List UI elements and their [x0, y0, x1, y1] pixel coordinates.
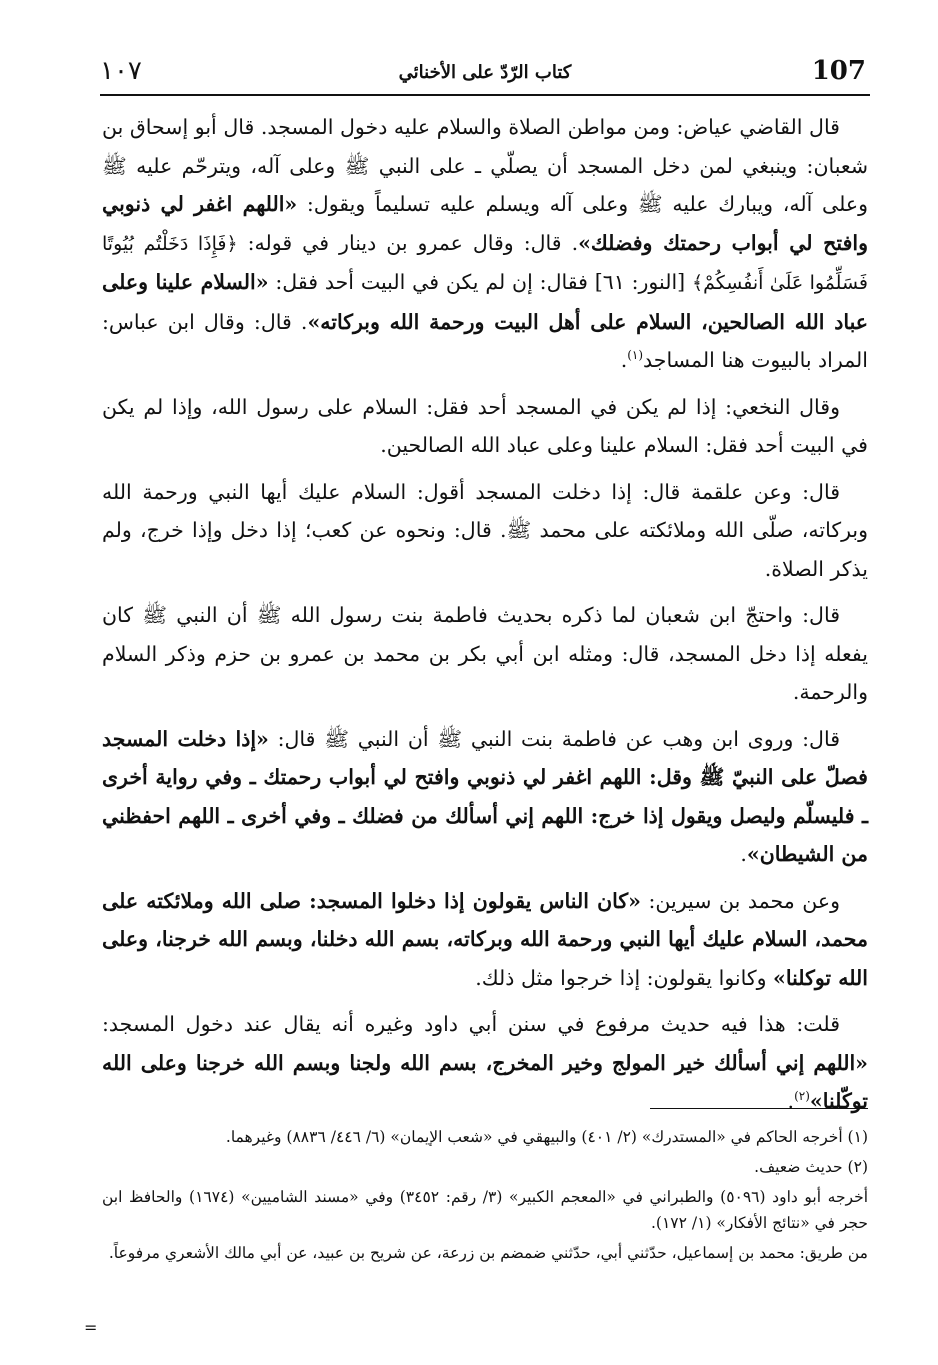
text: قلت: هذا فيه حديث مرفوع في سنن أبي داود وغيره أنه يقال عند دخول المسجد: — [102, 1012, 840, 1036]
text: . — [787, 1089, 795, 1113]
main-text — [102, 108, 868, 1121]
bold-quote: «اللهم إني أسألك خير المولج وخير المخرج، بسم الله ولجنا وبسم الله خرجنا وعلى الله توكّلنا» — [102, 1050, 868, 1113]
continuation-mark: = — [84, 1318, 98, 1337]
text: قال القاضي عياض: ومن مواطن الصلاة والسلام عليه دخول المسجد. قال أبو إسحاق بن شعبان: وينبغي لمن دخل المسجد أن يصلّي ـ على النبي ﷺ وعلى آله، ويترحّم عليه ﷺ وعلى آله، ويبارك عليه ﷺ وعلى آله ويسلم عليه تسليماً ويقول: — [102, 115, 868, 216]
text: . — [620, 348, 628, 372]
footnotes — [102, 1124, 868, 1270]
footnote-2: (٢) حديث ضعيف. — [754, 1158, 868, 1176]
paragraph-4: قال: واحتجّ ابن شعبان لما ذكره بحديث فاطمة بنت رسول الله ﷺ أن النبي ﷺ كان يفعله إذا دخل المسجد، قال: ومثله ابن أبي بكر بن محمد بن عمرو بن حزم وذكر السلام والرحمة. — [102, 603, 868, 704]
bold-quote: «كان الناس يقولون إذا دخلوا المسجد: صلى الله وملائكته على محمد، السلام عليك أيها النبي ورحمة الله وبركاته، بسم الله دخلنا، وبسم الله خرجنا، وعلى الله توكلنا» — [102, 888, 868, 990]
paragraph-2: وقال النخعي: إذا لم يكن في المسجد أحد فقل: السلام على رسول الله، وإذا لم يكن في البيت أحد فقل: السلام علينا وعلى عباد الله الصالحين. — [102, 394, 868, 457]
text: وكانوا يقولون: إذا خرجوا مثل ذلك. — [475, 965, 774, 990]
text: . — [740, 842, 747, 866]
footnote-ref-1[interactable]: (١) — [627, 348, 644, 363]
quran-verse: ﴿فَإِذَا دَخَلْتُم بُيُوتًا فَسَلِّمُوا عَلَىٰ أَنفُسِكُمْ﴾ — [102, 232, 868, 294]
paragraph-6 — [102, 882, 868, 998]
bold-quote: «إذا دخلت المسجد فصلّ على النبيّ ﷺ وقل: اللهم اغفر لي ذنوبي وافتح لي أبواب رحمتك ـ وفي رواية أخرى ـ فليسلّم وليصل ويقول إذا خرج: اللهم إني أسألك من فضلك ـ وفي أخرى ـ اللهم احفظني من الشيطان» — [102, 726, 868, 866]
text: . قال: وقال عمرو بن دينار في قوله: — [237, 230, 579, 255]
text: وعن محمد بن سيرين: — [640, 888, 840, 913]
footnote-2-chain: من طريق: محمد بن إسماعيل، حدّثني أبي، حدّثني ضمضم بن زرعة، عن شريح بن عبيد، عن أبي مالك الأشعري مرفوعاً. — [108, 1244, 868, 1262]
footnote-1: (١) أخرجه الحاكم في «المستدرك» (٢/ ٤٠١) والبيهقي في «شعب الإيمان» (٦/ ٤٤٦/ ٨٨٣٦) وغيرهما. — [225, 1128, 868, 1146]
text: . قال: وقال ابن عباس: المراد بالبيوت هنا المساجد — [102, 309, 868, 372]
bold-quote: «اللهم اغفر لي ذنوبي وافتح لي أبواب رحمتك وفضلك» — [102, 192, 868, 255]
page-header — [100, 52, 870, 96]
page-number-arabic: ١٠٧ — [100, 56, 142, 86]
text: [النور: ٦١] فقال: إن لم يكن في البيت أحد فقل: — [268, 270, 692, 294]
paragraph-1 — [102, 108, 868, 380]
bold-quote: «السلام علينا وعلى عباد الله الصالحين، السلام على أهل البيت ورحمة الله وبركاته» — [102, 270, 868, 334]
page-number-latin: 107 — [811, 56, 866, 86]
footnote-ref-2[interactable]: (٢) — [794, 1089, 810, 1104]
footnote-2-sources: أخرجه أبو داود (٥٠٩٦) والطبراني في «المعجم الكبير» (٣/ رقم: ٣٤٥٢) وفي «مسند الشاميين» (١٦٧٤) والحافظ ابن حجر في «نتائج الأفكار» (١/ ١٧٢). — [102, 1188, 868, 1232]
footnote-separator — [650, 1108, 868, 1109]
text: قال: وروى ابن وهب عن فاطمة بنت النبي ﷺ أن النبي ﷺ قال: — [268, 726, 840, 751]
running-title: كتاب الرّدّ على الأخنائي — [398, 62, 572, 83]
paragraph-3: قال: وعن علقمة قال: إذا دخلت المسجد أقول: السلام عليك أيها النبي ورحمة الله وبركاته، صلّى الله وملائكته على محمد ﷺ. قال: ونحوه عن كعب؛ إذا دخل وإذا خرج، ولم يذكر الصلاة. — [102, 479, 868, 581]
paragraph-7 — [102, 1005, 868, 1121]
paragraph-5 — [102, 720, 868, 874]
